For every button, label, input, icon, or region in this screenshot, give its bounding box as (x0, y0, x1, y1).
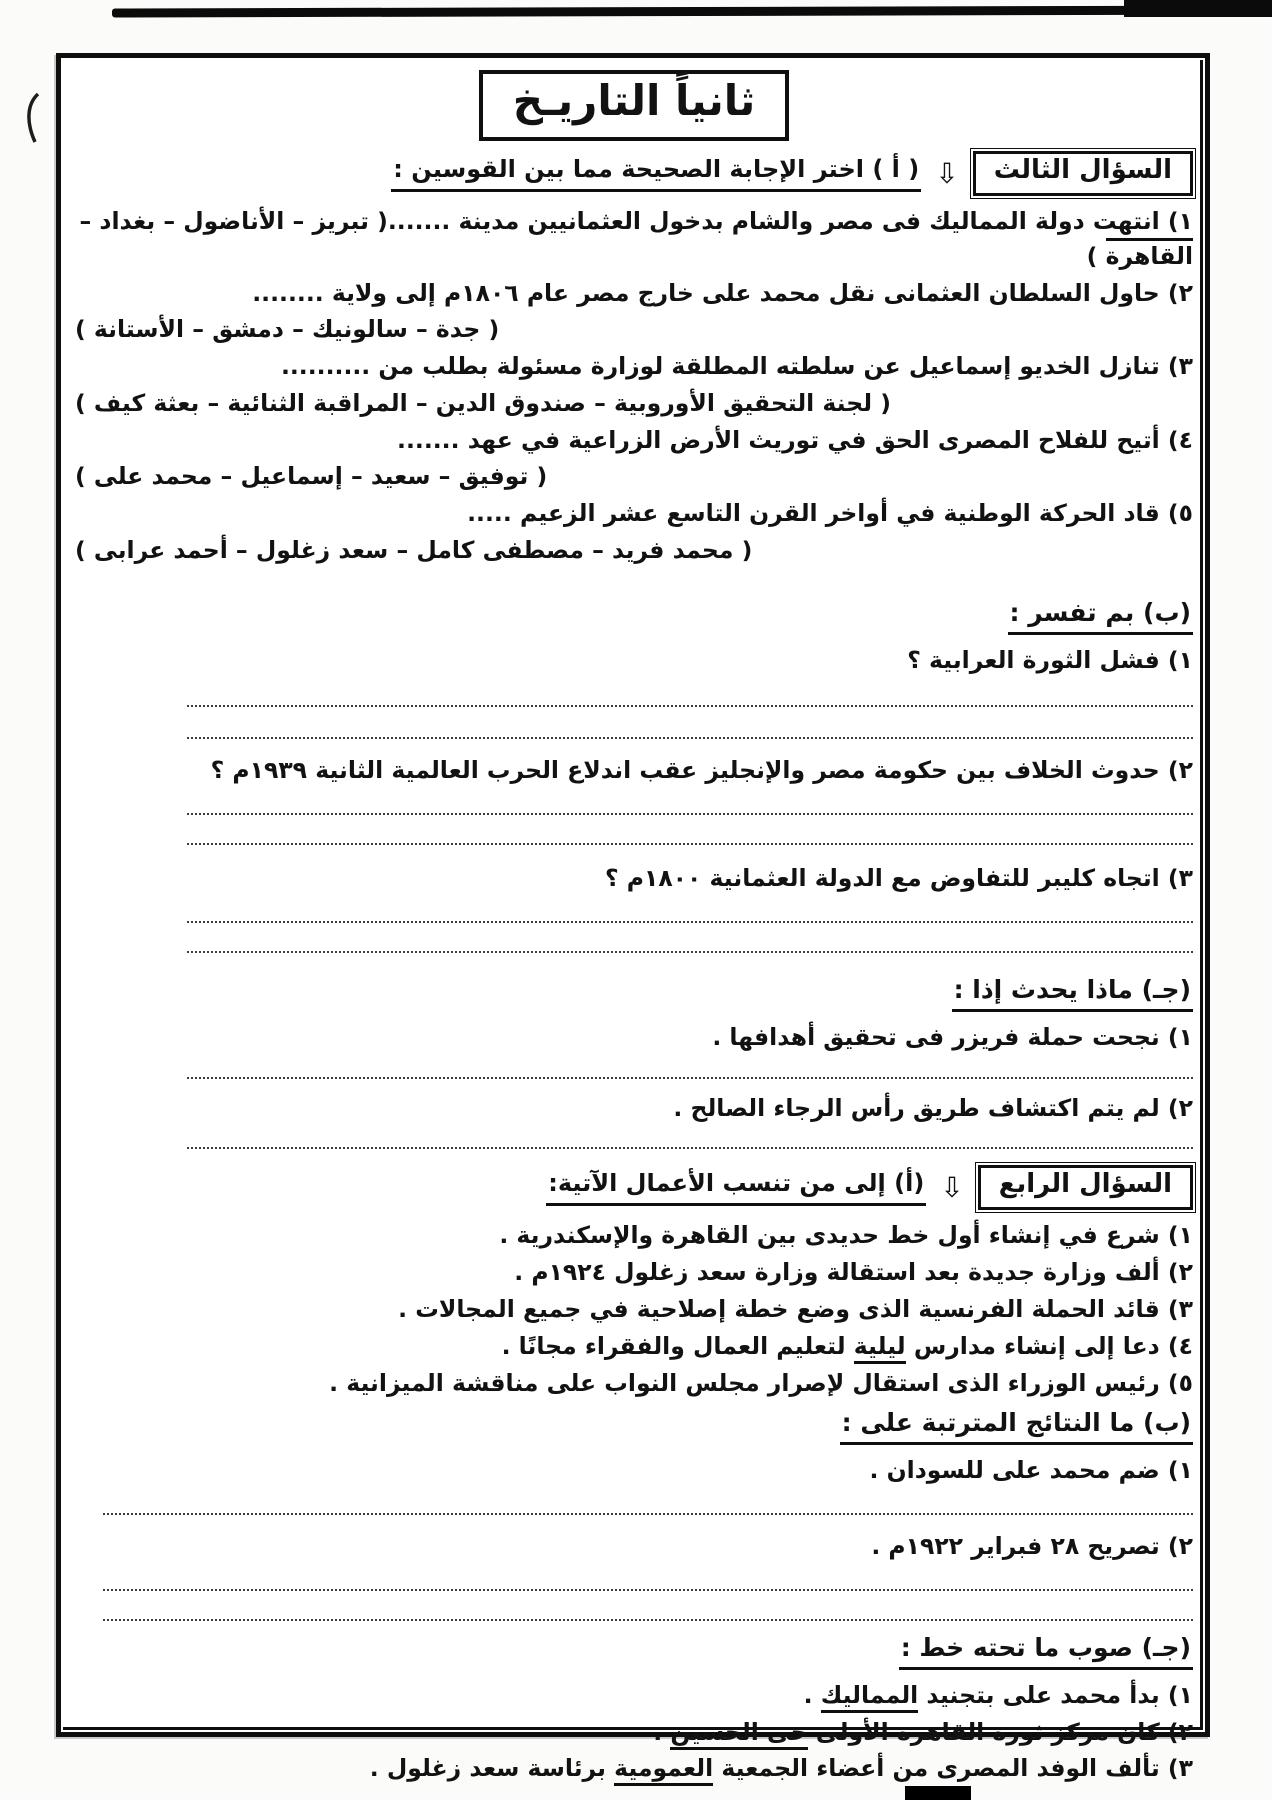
q3a-item-2: ٢) حاول السلطان العثمانى نقل محمد على خارج مصر عام ١٨٠٦م إلى ولاية ........ (252, 278, 1193, 307)
q3a-item-3: ٣) تنازل الخديو إسماعيل عن سلطته المطلقة لوزارة مسئولة بطلب من .......... (280, 352, 1193, 381)
q4c-item-3-text: ٣) تألف الوفد المصرى من أعضاء الجمعية (713, 1754, 1193, 1783)
q3a-item-1-text: ١) انتهت دولة المماليك فى مصر والشام بدخول العثمانيين مدينة .......( تبريز – الأناضول – بغداد – (79, 207, 1193, 235)
q3-part-c-heading: (جـ) ماذا يحدث إذا : (952, 975, 1193, 1012)
question3-header (75, 151, 1193, 196)
page-content (61, 58, 1205, 1783)
q4-part-a-heading: (أ) إلى من تنسب الأعمال الآتية: (546, 1169, 926, 1206)
q3b-item-3: ٣) اتجاه كليبر للتفاوض مع الدولة العثمانية ١٨٠٠م ؟ (604, 864, 1193, 893)
q4b-item-2: ٢) تصريح ٢٨ فبراير ١٩٢٢م . (871, 1532, 1193, 1561)
scan-footer-block (905, 1786, 971, 1800)
q4c-item-2-rest: . (653, 1717, 671, 1746)
q3a-item-4: ٤) أتيح للفلاح المصرى الحق في توريث الأرض الزراعية في عهد ....... (397, 425, 1193, 454)
q3-part-b-heading: (ب) بم تفسر : (1008, 598, 1193, 635)
answer-dotted-line (187, 921, 1193, 923)
q3a-item-1 (75, 204, 1193, 274)
q3b-item-2: ٢) حدوث الخلاف بين حكومة مصر والإنجليز عقب اندلاع الحرب العالمية الثانية ١٩٣٩م ؟ (210, 756, 1193, 785)
q4a-item-1: ١) شرع في إنشاء أول خط حديدى بين القاهرة والإسكندرية . (499, 1221, 1193, 1250)
answer-dotted-line (103, 1513, 1193, 1515)
q4c-item-1-text: ١) بدأ محمد على بتجنيد (918, 1680, 1193, 1709)
q4a-item-4-rest: لتعليم العمال والفقراء مجانًا . (501, 1331, 854, 1360)
q3a-item-1-close: ) (1086, 241, 1106, 270)
answer-dotted-line (187, 843, 1193, 845)
q3a-item-3-options: ( لجنة التحقيق الأوروبية – صندوق الدين – المراقبة الثنائية – بعثة كيف ) (75, 388, 891, 417)
q3c-item-1: ١) نجحت حملة فريزر فى تحقيق أهدافها . (712, 1022, 1193, 1051)
q3a-item-4-options: ( توفيق – سعيد – إسماعيل – محمد على ) (75, 462, 548, 491)
q4a-item-2: ٢) ألف وزارة جديدة بعد استقالة وزارة سعد زغلول ١٩٢٤م . (514, 1258, 1193, 1287)
question4-box-label: السؤال الرابع (978, 1165, 1193, 1210)
q4c-item-3-rest: برئاسة سعد زغلول . (369, 1754, 615, 1783)
q4c-item-1-rest: . (803, 1680, 821, 1709)
q3-part-a-heading: ( أ ) اختر الإجابة الصحيحة مما بين القوسين : (391, 155, 921, 192)
q4c-item-2-text: ٢) كان مركز ثورة القاهرة الأولى (807, 1717, 1193, 1746)
answer-dotted-line (187, 1077, 1193, 1079)
answer-dotted-line (103, 1589, 1193, 1591)
answer-dotted-line (187, 813, 1193, 815)
q3a-item-5-options: ( محمد فريد – مصطفى كامل – سعد زغلول – أحمد عرابى ) (75, 535, 753, 564)
q3a-item-5: ٥) قاد الحركة الوطنية في أواخر القرن التاسع عشر الزعيم ..... (467, 499, 1193, 528)
answer-dotted-line (187, 1147, 1193, 1149)
q4-part-c-heading: (جـ) صوب ما تحته خط : (899, 1633, 1193, 1670)
q4c-item-3 (75, 1751, 1193, 1786)
answer-dotted-line (187, 951, 1193, 953)
q4a-item-4 (75, 1329, 1193, 1364)
q4c-item-1-underlined-word: المماليك (821, 1681, 919, 1713)
q3b-item-1: ١) فشل الثورة العرابية ؟ (907, 645, 1193, 674)
scan-top-bar (112, 5, 1272, 17)
scan-corner-mark (1124, 0, 1272, 17)
answer-dotted-line (187, 737, 1193, 739)
q4c-item-2 (75, 1715, 1193, 1750)
down-arrow-icon: ⇩ (940, 1170, 964, 1204)
question4-header (75, 1165, 1193, 1210)
q3a-item-1-marked-answer: القاهرة (1106, 238, 1193, 270)
answer-dotted-line (187, 705, 1193, 707)
q4c-item-1 (75, 1678, 1193, 1713)
answer-dotted-line (103, 1619, 1193, 1621)
exam-section-title: ثانياً التاريـخ (512, 76, 756, 125)
question3-box-label: السؤال الثالث (973, 151, 1193, 196)
q4c-item-3-underlined-word: العمومية (614, 1754, 713, 1786)
scan-ink-mark (24, 92, 44, 144)
exam-section-title-box (479, 70, 790, 141)
q4a-item-4-text: ٤) دعا إلى إنشاء مدارس (905, 1331, 1193, 1360)
down-arrow-icon: ⇩ (935, 156, 959, 190)
q3a-item-2-options: ( جدة – سالونيك – دمشق – الأستانة ) (75, 315, 500, 344)
q3c-item-2: ٢) لم يتم اكتشاف طريق رأس الرجاء الصالح . (673, 1093, 1193, 1122)
q4a-item-3: ٣) قائد الحملة الفرنسية الذى وضع خطة إصلاحية في جميع المجالات . (398, 1295, 1193, 1324)
page-frame (56, 53, 1210, 1783)
q4a-item-5: ٥) رئيس الوزراء الذى استقال لإصرار مجلس النواب على مناقشة الميزانية . (329, 1368, 1193, 1397)
q4c-item-2-underlined-word: حى الحسين (670, 1718, 807, 1750)
q4b-item-1: ١) ضم محمد على للسودان . (869, 1456, 1193, 1485)
q4-part-b-heading: (ب) ما النتائج المترتبة على : (840, 1408, 1193, 1445)
q4a-item-4-underlined-word: ليلية (854, 1332, 906, 1364)
